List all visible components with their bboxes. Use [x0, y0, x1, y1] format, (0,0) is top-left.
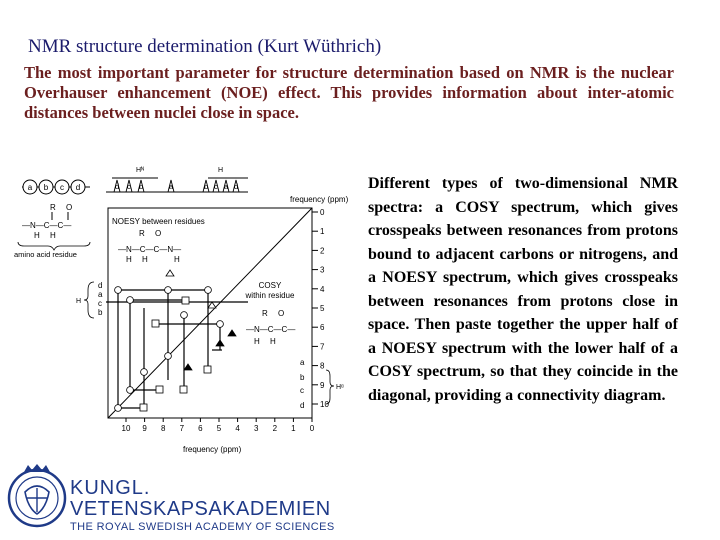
intro-paragraph: The most important parameter for structure determination based on NMR is the nuclear Overhauser enhancement (NOE) effect. This provides information about inter-atomic distances between nuclei close in space.: [24, 63, 674, 122]
ppm-scale-bottom: [122, 418, 315, 433]
nmr-connectivity-figure: [8, 160, 358, 465]
ppm-tick-label: 9: [142, 424, 147, 433]
ppm-tick-label: 1: [320, 227, 325, 237]
noesy-structure: [118, 229, 181, 264]
oxygen-label: O: [66, 203, 73, 212]
ppm-tick-label: 8: [160, 424, 166, 433]
r-group-label: R: [50, 203, 56, 212]
ppm-tick-label: 10: [320, 400, 329, 409]
ppm-tick-label: 8: [320, 361, 325, 371]
peak-letter: c: [214, 182, 218, 191]
noesy-label: NOESY between residues: [112, 217, 205, 226]
ppm-tick-label: 5: [216, 424, 222, 433]
oxygen-label: O: [155, 229, 162, 238]
residue-label: a: [27, 183, 33, 192]
cosy-structure: [246, 309, 295, 346]
hn-label: Hᴺ: [136, 167, 145, 174]
h-label: H: [270, 337, 276, 346]
academy-name: [70, 478, 335, 534]
ppm-tick-label: 4: [320, 284, 325, 294]
ppm-tick-label: 6: [198, 424, 203, 433]
r-group-label: R: [262, 309, 268, 318]
cosy-formula: —N—C—C—: [246, 325, 296, 334]
ppm-tick-label: 4: [235, 424, 240, 433]
r-group-label: R: [139, 229, 145, 238]
slide-title: NMR structure determination (Kurt Wüthrich): [28, 36, 382, 57]
h-label: H: [142, 255, 148, 264]
hn-side-label: H: [76, 298, 82, 305]
amino-acid-label: amino acid residue: [14, 250, 77, 259]
peak-letter: d: [234, 182, 239, 191]
ppm-tick-label: 2: [272, 424, 278, 433]
peak-letter: b: [204, 182, 209, 191]
ppm-tick-label: 9: [320, 380, 325, 390]
ppm-tick-label: 0: [309, 424, 315, 433]
side-letter: c: [300, 386, 304, 395]
h-label: H: [34, 231, 40, 240]
cosy-label: COSY: [258, 281, 282, 290]
side-letter: b: [300, 373, 305, 382]
peak-letter: d: [115, 182, 120, 191]
academy-logo: [6, 462, 68, 537]
ppm-tick-label: 2: [320, 246, 325, 256]
residue-label: b: [43, 183, 49, 192]
side-letter: d: [300, 401, 305, 410]
spectra-description: Different types of two-dimensional NMR spectra: a COSY spectrum, which gives crosspeaks between resonances from protons bound to adjacent carbons or nitrogens, and a NOESY spectrum, which gives crosspeaks between resonances from protons close in space. Then paste together the upper half of a NOESY spectrum with the lower half of a COSY spectrum, so that they coincide in the diagonal, providing a connectivity diagram.: [368, 175, 678, 404]
residue-label: d: [75, 183, 81, 192]
side-letter: a: [300, 358, 305, 367]
amino-acid-structure: [14, 203, 90, 259]
side-letters-left: [76, 281, 103, 318]
peak-letter: a: [169, 182, 174, 191]
frequency-label-top: frequency (ppm): [290, 195, 349, 204]
h-label: H: [50, 231, 56, 240]
noesy-formula: —N—C—C—N—: [118, 245, 182, 254]
ppm-tick-label: 7: [320, 342, 325, 352]
side-letter: a: [98, 290, 103, 299]
ppm-tick-label: 10: [121, 424, 131, 433]
h-label: H: [254, 337, 260, 346]
h-label: H: [174, 255, 180, 264]
cosy-sublabel: within residue: [245, 291, 295, 300]
side-letter: d: [98, 281, 103, 290]
h-label: H: [126, 255, 132, 264]
ha-side-label: Hᵅ: [336, 384, 344, 391]
residue-chain: [22, 180, 90, 194]
oxygen-label: O: [278, 309, 285, 318]
nmr-diagram: [8, 160, 358, 460]
ha-top-label: H: [218, 167, 224, 174]
side-letter: c: [98, 299, 102, 308]
academy-name-line3: THE ROYAL SWEDISH ACADEMY OF SCIENCES: [70, 521, 335, 533]
frequency-label-bottom: frequency (ppm): [183, 445, 242, 454]
side-letter: b: [98, 308, 103, 317]
ppm-tick-label: 3: [320, 265, 325, 275]
ppm-tick-label: 7: [179, 424, 185, 433]
ppm-tick-label: 0: [320, 208, 325, 217]
ppm-tick-label: 1: [291, 424, 296, 433]
academy-name-line2: VETENSKAPSAKADEMIEN: [70, 498, 331, 520]
peak-letters: [115, 182, 238, 191]
peak-letter: c: [127, 182, 131, 191]
academy-seal-icon: [6, 462, 68, 532]
residue-label: c: [60, 183, 64, 192]
ppm-tick-label: 6: [320, 323, 325, 333]
ppm-tick-label: 5: [320, 304, 325, 313]
crosspeak-markers: [115, 270, 236, 411]
ppm-tick-label: 3: [253, 424, 259, 433]
backbone-formula: —N—C—C—: [22, 221, 72, 230]
peak-letter: b: [139, 182, 144, 191]
academy-name-line1: KUNGL.: [70, 477, 151, 499]
peak-letter: a: [224, 182, 229, 191]
ppm-scale-right: [312, 208, 329, 409]
